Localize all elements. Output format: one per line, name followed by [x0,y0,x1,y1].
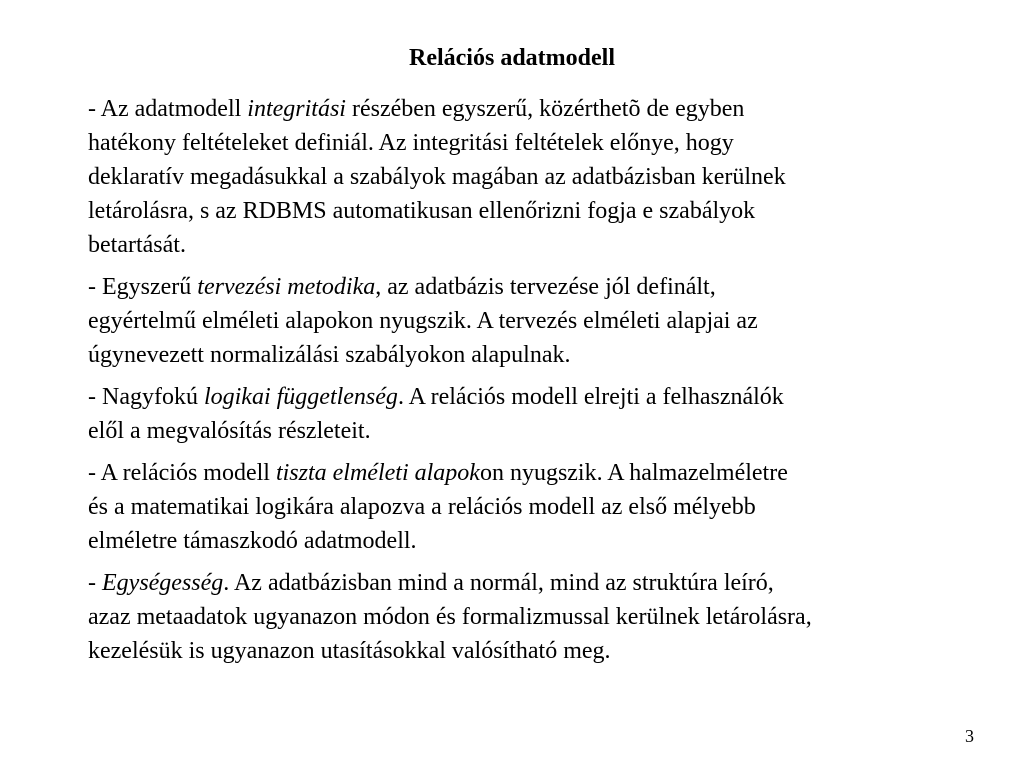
text-line: hatékony feltételeket definiál. Az integritási feltételek előnye, hogy [88,130,734,156]
slide-body [88,92,968,676]
slide-title: Relációs adatmodell [409,45,615,71]
emphasis-text: tiszta elméleti alapok [275,460,480,486]
text-line: elméletre támaszkodó adatmodell. [88,528,417,554]
text-line: letárolásra, s az RDBMS automatikusan ellenőrizni fogja e szabályok [88,198,756,224]
text-line: azaz metaadatok ugyanazon módon és formalizmussal kerülnek letárolásra, [88,604,812,630]
emphasis-text: integritási [247,96,346,122]
text-line: egyértelmű elméleti alapokon nyugszik. A tervezés elméleti alapjai az [88,308,758,334]
emphasis-text: logikai függetlenség [203,384,398,410]
text-run: on nyugszik. A halmazelméletre [479,460,788,486]
text-line: betartását. [88,232,186,258]
text-line: és a matematikai logikára alapozva a relációs modell az első mélyebb [88,494,756,520]
text-run: , az adatbázis tervezése jól definált, [375,274,716,300]
text-run: - Egyszerű [88,274,198,300]
emphasis-text: tervezési metodika [197,274,376,300]
text-run: . Az adatbázisban mind a normál, mind az struktúra leíró, [223,570,774,596]
paragraph-integrity [88,92,968,262]
emphasis-text: Egységesség [102,570,224,596]
text-line: elől a megvalósítás részleteit. [88,418,371,444]
text-run: . A relációs modell elrejti a felhasználók [397,384,784,410]
text-line [88,566,968,600]
text-line [88,92,968,126]
text-run: - A relációs modell [88,460,276,486]
text-line: kezelésük is ugyanazon utasításokkal valósítható meg. [88,638,611,664]
text-run: - [88,570,102,596]
text-line [88,456,968,490]
text-line [88,270,968,304]
text-line: úgynevezett normalizálási szabályokon alapulnak. [88,342,571,368]
text-line: deklaratív megadásukkal a szabályok magában az adatbázisban kerülnek [88,164,786,190]
paragraph-uniformity [88,566,968,668]
paragraph-design-method [88,270,968,372]
text-run: részében egyszerű, közérthetõ de egyben [345,96,745,122]
text-run: - Nagyfokú [88,384,204,410]
page-number: 3 [965,726,974,746]
paragraph-theoretical-basis [88,456,968,558]
paragraph-logical-independence [88,380,968,448]
text-run: - Az adatmodell [88,96,248,122]
text-line [88,380,968,414]
